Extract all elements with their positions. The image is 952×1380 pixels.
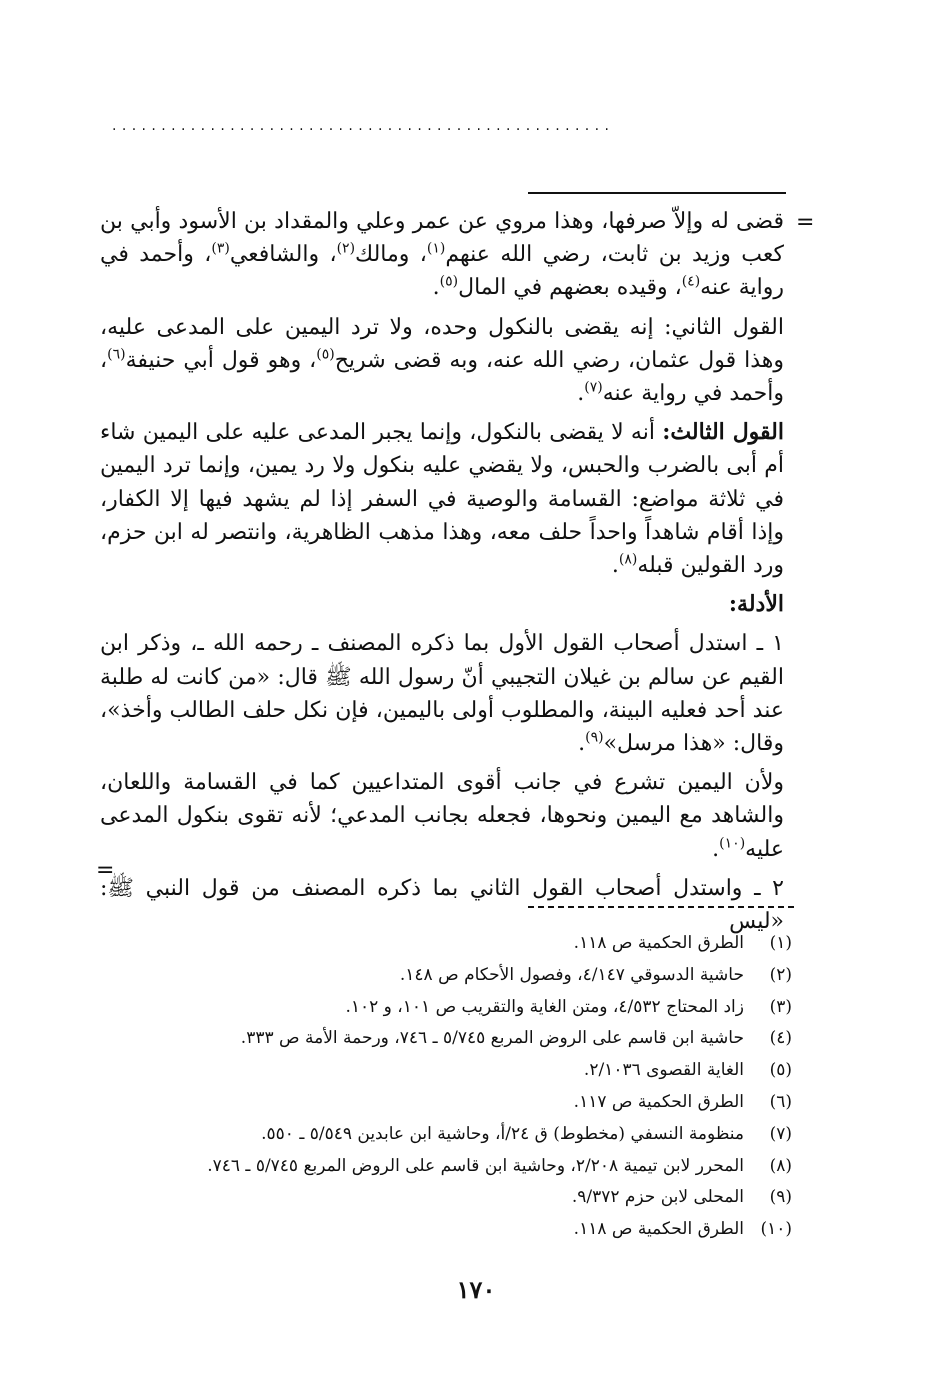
footnote-text: المحرر لابن تيمية ٢/٢٠٨، وحاشية ابن قاسم على الروض المربع ٥/٧٤٥ ـ ٧٤٦.: [207, 1155, 744, 1176]
footnotes: [150, 928, 792, 1246]
footnote-text: المحلى لابن حزم ٩/٣٧٢.: [571, 1187, 744, 1208]
paragraph-2: القول الثاني: إنه يقضى بالنكول وحده، ولا ترد اليمين على المدعى عليه، وهذا قول عثمان، رضي الله عنه، وبه قضى شريح$^{(٥)}$، وهو قول أبي حنيفة$^{(٦)}$، وأحمد في رواية عنه$^{(٧)}$.: [100, 314, 784, 407]
footnote-number: (٦): [769, 1091, 792, 1112]
footnote-text: حاشية الدسوقي ٤/١٤٧، وفصول الأحكام ص ١٤٨.: [399, 964, 744, 985]
footnote-ref[interactable]: (٢): [336, 240, 356, 257]
paragraph-7: ٢ ـ واستدل أصحاب القول الثاني بما ذكره المصنف من قول النبي ﷺ: «ليس: [100, 875, 784, 935]
footnote-ref[interactable]: (١): [426, 240, 446, 257]
footnote-ref[interactable]: (٥): [439, 274, 459, 291]
footnote-item: [150, 1055, 792, 1087]
footnote-item: [150, 1182, 792, 1214]
footnote-text: منظومة النسفي (مخطوط) ق ٢٤/أ، وحاشية ابن عابدين ٥/٥٤٩ ـ ٥٥٠.: [261, 1123, 744, 1144]
paragraph-heading: القول الثالث:: [662, 419, 784, 446]
paragraph-3: القول الثالث: أنه لا يقضى بالنكول، وإنما يجبر المدعى عليه على اليمين شاء أم أبى بالضرب والحبس، ولا يقضي عليه بنكول ولا رد يمين، وإنما ترد اليمين في ثلاثة مواضع: القسامة والوصية في السفر إذا لم يشهد فيها إلا الكفار، وإذا أقام شاهداً واحداً حلف معه، وهذا مذهب الظاهرية، وانتصر له ابن حزم، ورد القولين قبله$^{(٨)}$.: [100, 419, 784, 579]
footnote-ref[interactable]: (٦): [107, 346, 126, 363]
footnote-item: [150, 928, 792, 960]
footnote-text: الغاية القصوى ٢/١٠٣٦.: [583, 1060, 744, 1081]
footnote-ref[interactable]: (٥): [316, 346, 335, 363]
top-dotted-rule: ...................................................: [112, 118, 615, 134]
footnote-number: (٩): [769, 1187, 792, 1208]
paragraph-1: قضى له وإلاّ صرفها، وهذا مروي عن عمر وعلي والمقداد بن الأسود وأبي بن كعب وزيد بن ثابت، رضي الله عنهم$^{(١)}$، ومالك$^{(٢)}$، والشافعي$^{(٣)}$، وأحمد في رواية عنه$^{(٤)}$، وقيده بعضهم في المال$^{(٥)}$.: [100, 209, 784, 301]
main-text: [100, 205, 784, 944]
footnote-text: الطرق الحكمية ص ١١٧.: [573, 1091, 744, 1112]
continuation-mark-bottom: =: [96, 858, 115, 883]
footnote-ref[interactable]: (١٠): [719, 835, 746, 852]
footnote-number: (٢): [769, 964, 792, 985]
footnote-item: [150, 1151, 792, 1183]
footnote-ref[interactable]: (٤): [681, 274, 701, 291]
footnote-number: (٨): [769, 1155, 792, 1176]
footnote-ref[interactable]: (٧): [584, 379, 603, 396]
footnote-item: [150, 960, 792, 992]
footnote-item: [150, 1119, 792, 1151]
footnote-number: (٣): [769, 996, 792, 1017]
continuation-mark-top: =: [796, 210, 815, 235]
footnote-text: الطرق الحكمية ص ١١٨.: [573, 933, 744, 953]
section-heading-evidence: الأدلة:: [728, 591, 784, 618]
footnote-number: (٤): [769, 1028, 792, 1049]
footnote-item: [150, 1023, 792, 1055]
footnote-item: [150, 992, 792, 1024]
footnote-ref[interactable]: (٩): [585, 729, 604, 746]
top-rule: [528, 192, 786, 194]
footnote-text: حاشية ابن قاسم على الروض المربع ٥/٧٤٥ ـ ٧٤٦، ورحمة الأمة ص ٣٣٣.: [240, 1028, 744, 1049]
footnote-number: (١): [769, 933, 792, 953]
footnote-item: [150, 1087, 792, 1119]
footnote-ref[interactable]: (٣): [211, 240, 230, 257]
footnote-item: [150, 1214, 792, 1246]
footnote-text: زاد المحتاج ٤/٥٣٢، ومتن الغاية والتقريب ص ١٠١، و ١٠٢.: [345, 996, 744, 1017]
footnote-number: (٥): [769, 1060, 792, 1081]
footnote-separator: [528, 906, 794, 908]
footnote-number: (١٠): [760, 1219, 792, 1240]
paragraph-5: ١ ـ استدل أصحاب القول الأول بما ذكره المصنف ـ رحمه الله ـ، وذكر ابن القيم عن سالم بن غيلان التجيبي أنّ رسول الله ﷺ قال: «من كانت له طلبة عند أحد فعليه البينة، والمطلوب أولى باليمين، فإن نكل حلف الطالب وأخذ»، وقال: «هذا مرسل»$^{(٩)}$.: [100, 631, 784, 757]
paragraph-6: ولأن اليمين تشرع في جانب أقوى المتداعيين كما في القسامة واللعان، والشاهد مع اليمين ونحوها، فجعله بجانب المدعي؛ لأنه تقوى بنكول المدعى عليه$^{(١٠)}$.: [100, 770, 784, 862]
footnote-text: الطرق الحكمية ص ١١٨.: [573, 1219, 744, 1240]
footnote-ref[interactable]: (٨): [618, 551, 638, 568]
footnote-number: (٧): [769, 1123, 792, 1144]
page-number: ١٧٠: [456, 1275, 496, 1304]
